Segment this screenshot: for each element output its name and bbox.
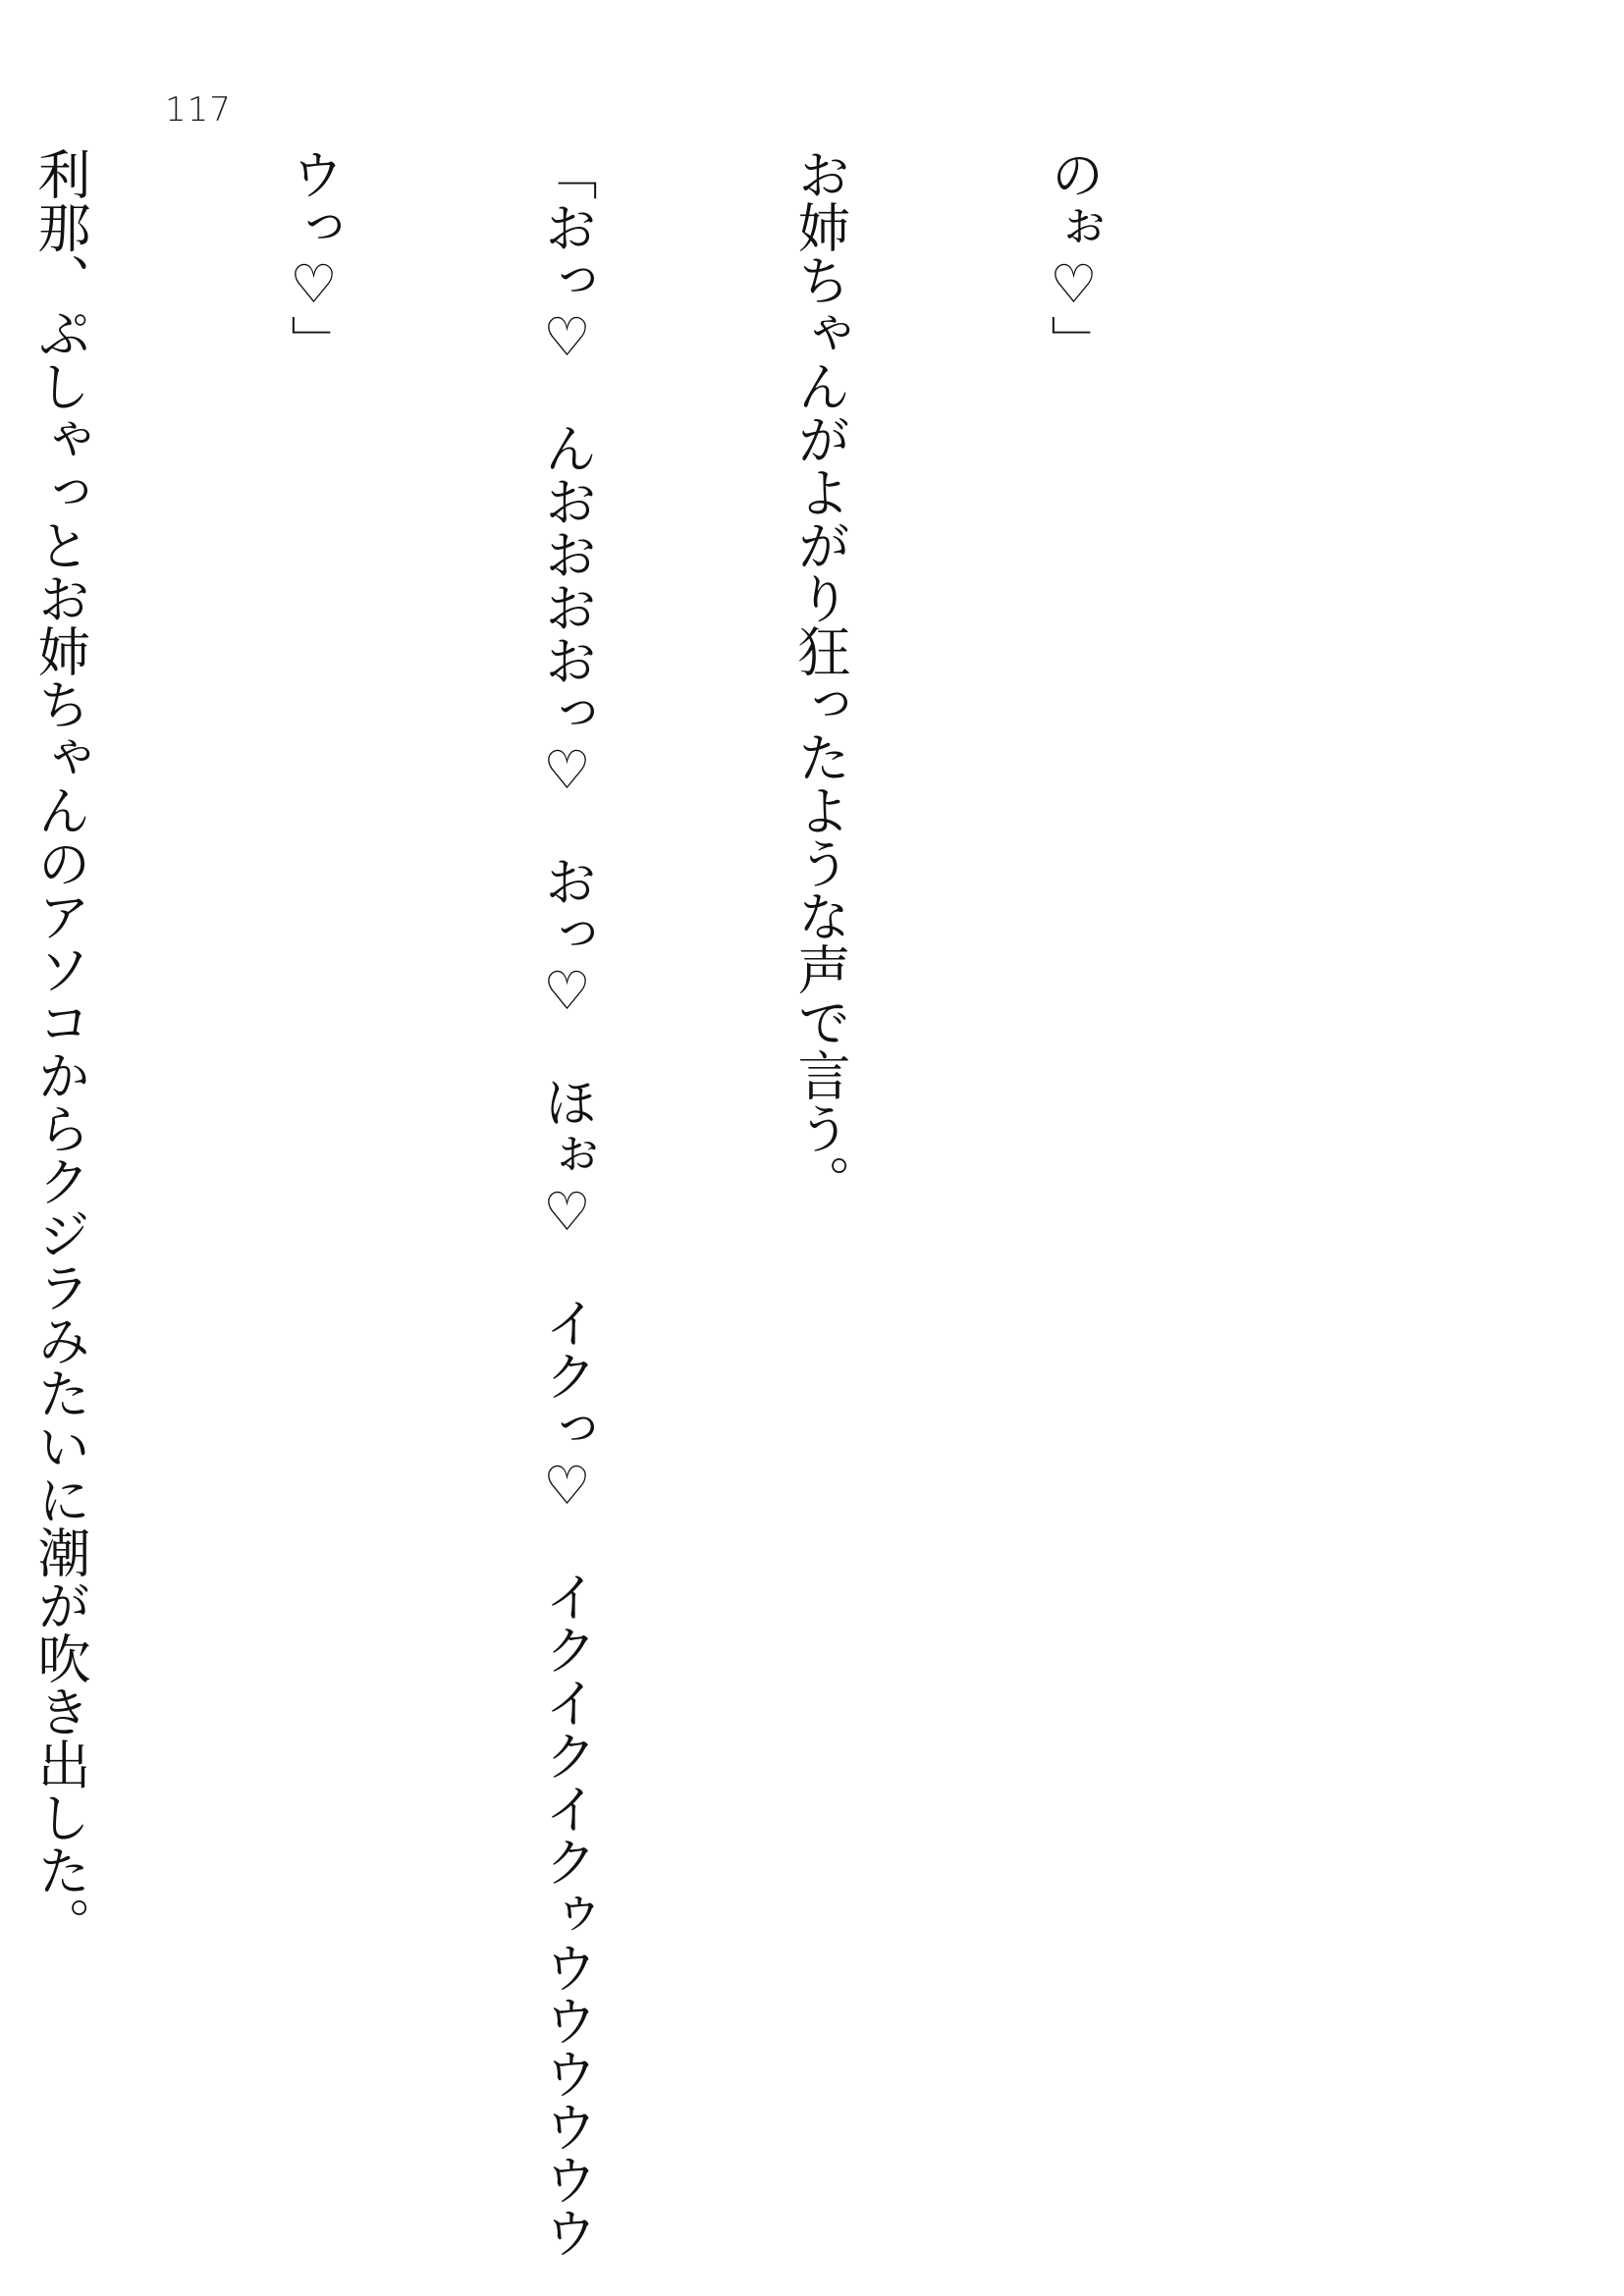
text-line: お姉ちゃんがよがり狂ったような声で言う。	[789, 147, 851, 1207]
page-number: 117	[165, 90, 232, 130]
text-line: のぉ♡」	[1043, 147, 1105, 368]
text-line: 「おっ♡ んおおおおっ♡ おっ♡ ほぉ♡ イクっ♡ イクイクイクゥウウウウウウ	[536, 147, 598, 2259]
text-line: ウっ♡」	[283, 147, 345, 368]
body-text	[0, 147, 1284, 2259]
text-line: 利那、ぷしゃっとお姉ちゃんのアソコからクジラみたいに潮が吹き出した。	[29, 147, 91, 1949]
